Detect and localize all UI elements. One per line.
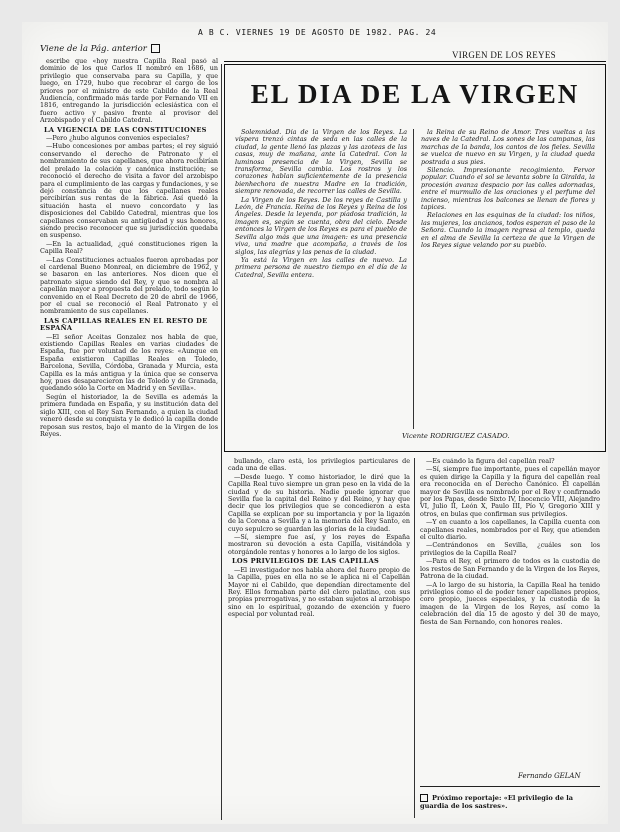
featured-paragraph: Ya está la Virgen en las calles de nuevo. La primera persona de nuestro tiempo en el día de la Catedral, Sevilla entera. (235, 255, 407, 279)
right-column (420, 458, 600, 764)
featured-paragraph: Relaciones en las esquinas de la ciudad: los niños, las mujeres, los ancianos, todos esperan el paso de la Señora. Cuando la imagen regresa al templo, queda en el alma de Sevilla la certeza de que la Virgen de los Reyes sigue velando por su pueblo. (421, 211, 595, 250)
right-paragraph: —Y en cuanto a los capellanes, la Capilla cuenta con capellanes reales, nombrados por el Rey, que atienden el culto diario. (420, 518, 600, 542)
featured-paragraph: Silencio. Impresionante recogimiento. Fervor popular. Cuando el sol se levanta sobre la Giralda, la procesión avanza despacio por las calles adornadas, entre el murmullo de las oraciones y el perfume del incienso, mientras los balcones se llenan de flores y tapices. (421, 166, 595, 212)
middle-heading: LOS PRIVILEGIOS DE LAS CAPILLAS (232, 557, 380, 566)
left-paragraph: escribe que «hoy nuestra Capilla Real pasó al dominio de los que Carlos II nombró en 1686, un privilegio que conservaba para su Capilla, y que luego, en 1729, hubo que recobrar el cargo de los priores por el ministro de este Cabildo de la Real Audiencia, confirmado más tarde por Fernando VII en 1816, entregando la jurisdicción eclesiástica con el fuero activo y pasivo frente al provisor del Arzobispado y el Cabildo Catedral. (40, 58, 218, 125)
newspaper-page (22, 22, 608, 824)
featured-left-column (235, 129, 407, 429)
left-heading: LAS CAPILLAS REALES EN EL RESTO DE ESPAÑA (40, 316, 208, 333)
featured-paragraph: La Virgen de los Reyes. De los reyes de Castilla y León, de Francia. Reina de los Reyes y Reina de los Ángeles. Desde la leyenda, por piadosa tradición, la imagen es, según se cuenta, obra del cielo. Desde entonces la Virgen de los Reyes es para el pueblo de Sevilla algo más que una imagen: es una presencia viva, una madre que acompaña, a través de los siglos, las alegrías y las penas de la ciudad. (235, 195, 407, 256)
left-paragraph: —Hubo concesiones por ambas partes; el rey siguió conservando el derecho de Patronato y el nombramiento de sus capellanes, que ahora recibirían del prelado la colación y canónica institución; se reconoció el derecho de visita a favor del arzobispo para el cumplimiento de las cargas y fundaciones, y se dejó constancia de que los capellanes reales percibirían sus rentas de la fábrica. Así quedó la situación hasta el nuevo concordato y las disposiciones del Cabildo Catedral, mientras que los capellanes conservaban su antigüedad y sus honores, siendo preciso reconocer que su jurisdicción quedaba en suspenso. (40, 142, 218, 240)
featured-paragraph: la Reina de su Reino de Amor. Tres vueltas a las naves de la Catedral. Los sones de las campanas, las marchas de la banda, los cantos de los fieles. Sevilla se vuelca de nuevo en su Virgen, y la ciudad queda postrada a sus pies. (421, 129, 595, 166)
next-report-teaser (420, 794, 600, 810)
left-column (40, 58, 218, 818)
left-heading: LA VIGENCIA DE LAS CONSTITUCIONES (44, 125, 207, 134)
featured-title: EL DIA DE LA VIRGEN (250, 79, 580, 109)
left-paragraph: —Pero ¿hubo algunos convenios especiales? (46, 134, 190, 143)
middle-column (228, 458, 410, 818)
middle-paragraph: bullando, claro está, los privilegios particulares de cada una de ellas. (228, 458, 410, 473)
right-paragraph: —A lo largo de su historia, la Capilla Real ha tenido privilegios como el de poder tener capellanes propios, coro propio, jueces especiales, y la custodia de la imagen de la Virgen de los Reyes, así como la celebración del día 15 de agosto y del 30 de mayo, fiesta de San Fernando, con honores reales. (420, 580, 600, 626)
featured-signature: Vicente RODRIGUEZ CASADO. (402, 432, 510, 440)
featured-right-column (421, 129, 595, 429)
teaser-rule (420, 786, 600, 787)
continued-note-text: Viene de la Pág. anterior (40, 44, 147, 54)
section-rule (224, 61, 606, 62)
section-title: VIRGEN DE LOS REYES (452, 50, 556, 60)
featured-divider (413, 129, 414, 429)
square-bullet-icon (151, 44, 160, 53)
right-paragraph: —Es cuándo la figura del capellán real? (426, 458, 555, 465)
left-paragraph: —Las Constituciones actuales fueron aprobadas por el cardenal Bueno Monreal, en diciembre de 1962, y se basaron en las anteriores. Nos dicen que el patronato sigue siendo del Rey, y que se nombra al capellán mayor a propuesta del prelado, todo según lo convenido en el Real Decreto de 20 de abril de 1966, por el cual se reconoció el Real Patronato y el nombramiento de sus capellanes. (40, 255, 218, 316)
left-paragraph: —El señor Aceitas Gonzalez nos habla de que, existiendo Capillas Reales en varias ciudades de España, fue por voluntad de los reyes: «Aunque en España existieron Capillas Reales en Toledo, Barcelona, Sevilla, Córdoba, Granada y Murcia, esta Capilla es la más antigua y la única que se conserva hoy, pues desaparecieron las de Toledo y de Granada, quedando sólo la Corte en Madrid y en Sevilla». (40, 332, 218, 393)
page-header: A B C. VIERNES 19 DE AGOSTO DE 1982. PAG. 24 (198, 28, 437, 37)
article-signature: Fernando GELAN (518, 772, 581, 780)
middle-paragraph: —El investigador nos habla ahora del fuero propio de la Capilla, pues en ella no se le aplica ni el Capellán Mayor ni el Cabildo, que dependían directamente del Rey. Ellos formaban parte del clero palatino, con sus propias prerrogativas, y no estaban sujetos al arzobispo sino en lo espiritual, gozando de exención y fuero especial por voluntad real. (228, 565, 410, 619)
middle-paragraph: —Desde luego. Y como historiador, le diré que la Capilla Real tuvo siempre un gran peso en la vida de la ciudad y de su historia. Nadie puede ignorar que Sevilla fue la capital del Reino y del Reino, y hay que decir que los privilegios que se concedieron a esta Capilla se explican por su importancia y por la ligazón de la Corona a Sevilla y a la memoria del Rey Santo, en cuyo sepulcro se guardan las glorias de la ciudad. (228, 472, 410, 533)
featured-paragraph: Solemnidad. Día de la Virgen de los Reyes. La víspera trenzó cintas de seda en las calles de la ciudad, la gente llenó las plazas y las azoteas de las casas, muy de mañana, ante la Catedral. Con la luminosa presencia de la Virgen, Sevilla se transforma, Sevilla cambia. Los rostros y los corazones hablan suficientemente de la presencia bienhechora de nuestra Madre en la tradición, siempre renovada, de recorrer las calles de Sevilla. (235, 129, 407, 196)
middle-paragraph: —Sí, siempre fue así, y los reyes de España mostraron su devoción a esta Capilla, visitándola y otorgándole rentas y honores a lo largo de los siglos. (228, 533, 410, 556)
teaser-text: Próximo reportaje: «El privilegio de la guardia de los sastres». (420, 794, 573, 810)
right-paragraph: —Para el Rey, el primero de todos es la custodia de los restos de San Fernando y de la Virgen de los Reyes, Patrona de la ciudad. (420, 557, 600, 581)
continued-note (40, 44, 160, 54)
column-divider (414, 458, 415, 818)
right-paragraph: —Centrándonos en Sevilla, ¿cuáles son los privilegios de la Capilla Real? (420, 541, 600, 557)
left-paragraph: Según el historiador, la de Sevilla es además la primera fundada en España, y su institución data del siglo XIII, con el Rey San Fernando, a quien la ciudad veneró desde su conquista y le dedicó la capilla donde reposan sus restos, bajo el manto de la Virgen de los Reyes. (40, 392, 218, 438)
featured-box (224, 64, 606, 452)
left-paragraph: —En la actualidad, ¿qué constituciones rigen la Capilla Real? (40, 239, 218, 256)
right-paragraph: —Sí, siempre fue importante, pues el capellán mayor es quien dirige la Capilla y la figura del capellán real era reconocida en el Derecho Canónico. El capellán mayor de Sevilla es nombrado por el Rey y confirmado por los Papas, desde Sixto IV, Inocencio VIII, Alejandro VI, Julio II, León X, Paulo III, Pío V, Gregorio XIII y otros, en bulas que confirman sus privilegios. (420, 465, 600, 518)
column-divider (221, 64, 222, 820)
